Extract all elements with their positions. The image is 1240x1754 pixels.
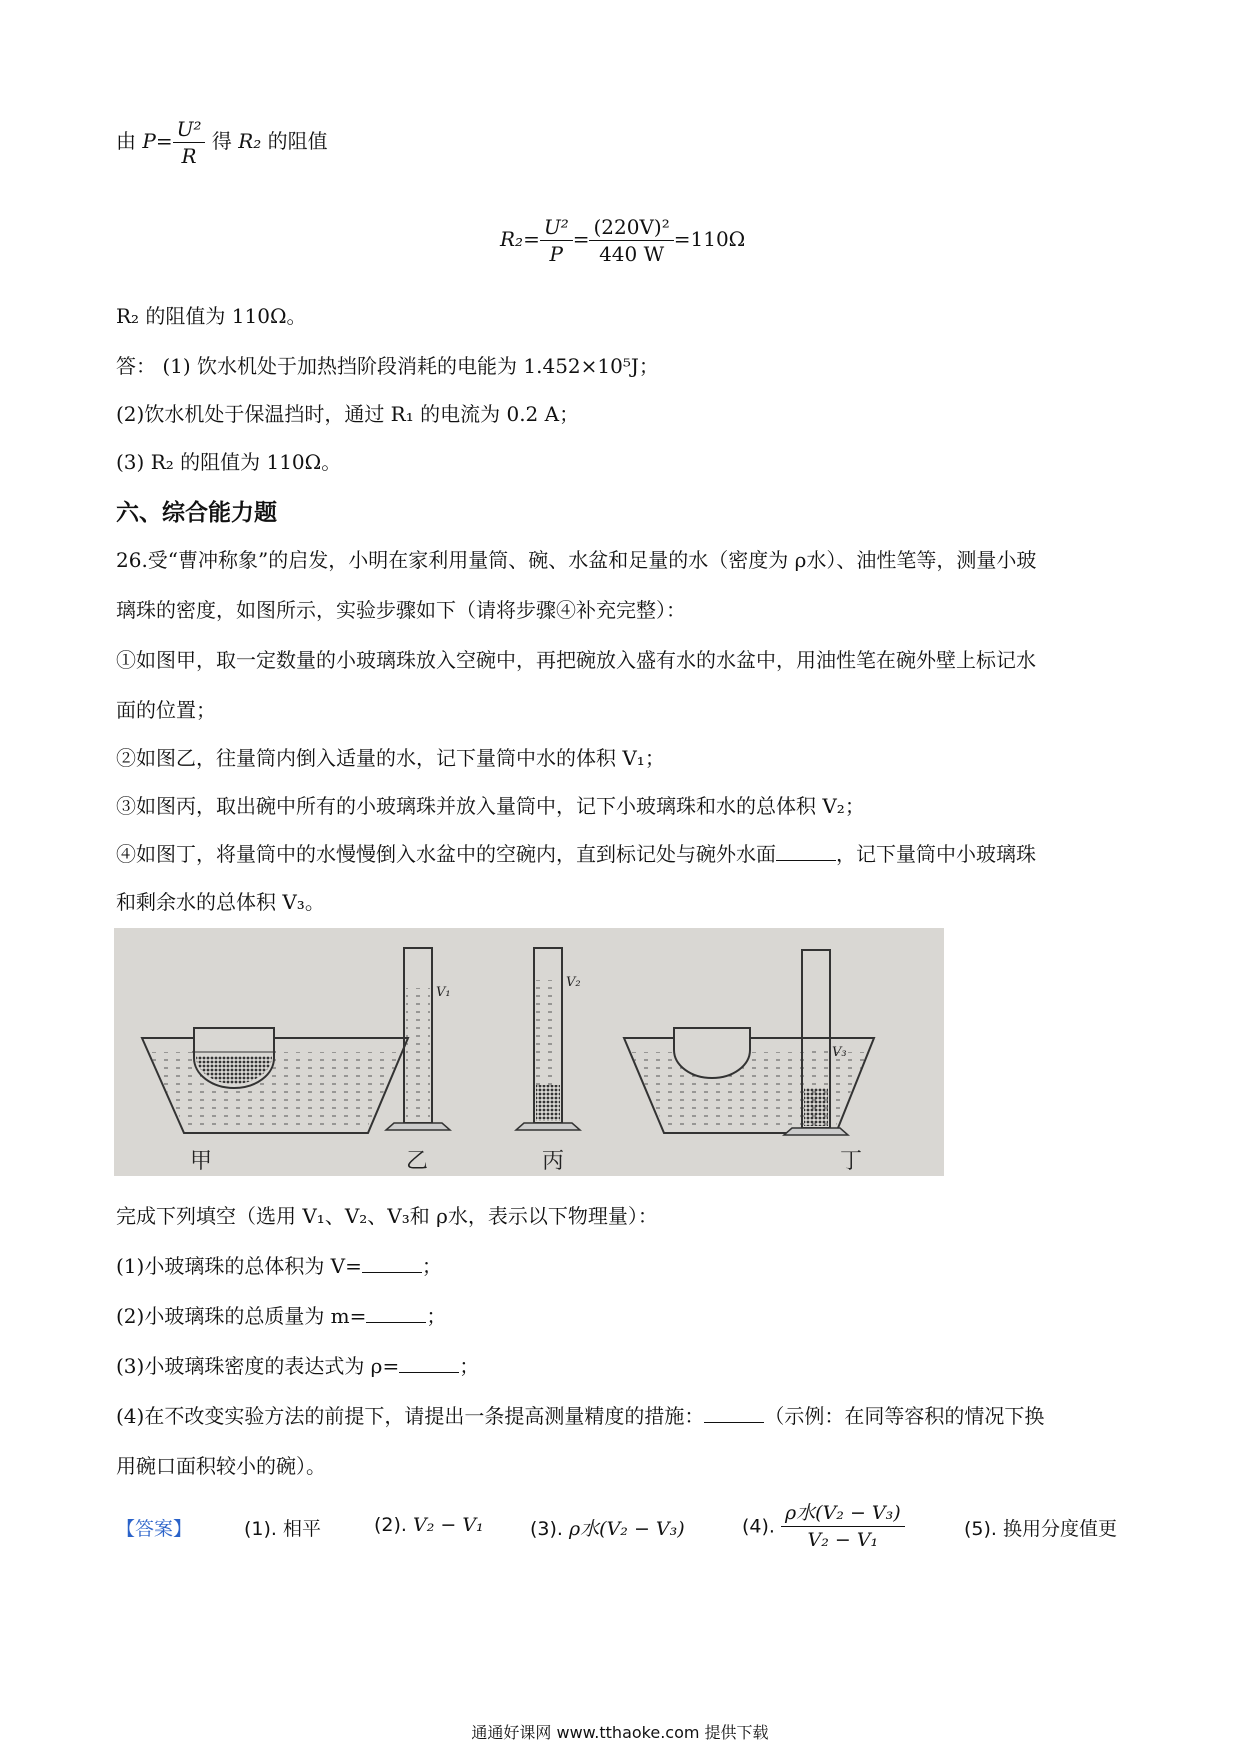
formula-r2	[500, 214, 745, 267]
answer-line-3: (3) R₂ 的阻值为 110Ω。	[116, 450, 342, 474]
text: (4).	[742, 1515, 775, 1538]
answer-line-1: 答： (1) 饮水机处于加热挡阶段消耗的电能为 1.452×10⁵J；	[116, 354, 659, 378]
denominator: V₂ − V₁	[807, 1529, 879, 1551]
fill-q4-line-b: 用碗口面积较小的碗）。	[116, 1454, 326, 1478]
result: =110Ω	[673, 227, 746, 251]
fraction-density	[781, 1500, 905, 1553]
numerator: ρ水(V₂ − V₃)	[781, 1500, 905, 1527]
text: （示例：在同等容积的情况下换	[764, 1404, 1045, 1428]
text: (2).	[374, 1514, 407, 1536]
denominator: R	[181, 144, 197, 168]
denominator: P	[549, 242, 564, 266]
answer-blank	[776, 840, 836, 861]
fill-q4-line-a	[116, 1402, 1044, 1430]
basin-ding	[624, 1028, 874, 1133]
answer-blank	[704, 1402, 764, 1423]
answer-2	[374, 1514, 484, 1536]
step-1-line-b: 面的位置；	[116, 698, 216, 722]
expression: ρ水(V₂ − V₃)	[569, 1518, 685, 1540]
experiment-illustration	[114, 928, 944, 1176]
text: ；	[459, 1354, 480, 1378]
text: ；	[426, 1304, 447, 1328]
fraction-u2-over-r	[173, 116, 206, 169]
text: (4)在不改变实验方法的前提下，请提出一条提高测量精度的措施：	[116, 1404, 705, 1428]
text: (3).	[530, 1518, 563, 1540]
figure-label-jia: 甲	[190, 1149, 213, 1174]
figure-label-bing: 丙	[542, 1149, 565, 1174]
fraction-u2-over-p	[540, 214, 573, 267]
answer-blank	[399, 1352, 459, 1373]
text: 得	[205, 129, 239, 153]
text: (1)小玻璃珠的总体积为 V=	[116, 1254, 362, 1278]
question-line-1: 26.受“曹冲称象”的启发，小明在家利用量筒、碗、水盆和足量的水（密度为 ρ水）、油性笔等，测量小玻	[116, 548, 1037, 572]
symbol-r2: R₂	[238, 129, 262, 153]
step-1-line-a: ①如图甲，取一定数量的小玻璃珠放入空碗中，再把碗放入盛有水的水盆中，用油性笔在碗外壁上标记水	[116, 648, 1036, 672]
figure-label-yi: 乙	[406, 1149, 429, 1174]
text: 的阻值	[261, 129, 328, 153]
answer-3	[530, 1514, 685, 1541]
step-3: ③如图丙，取出碗中所有的小玻璃珠并放入量筒中，记下小玻璃珠和水的总体积 V₂；	[116, 794, 865, 818]
fill-intro: 完成下列填空（选用 V₁、V₂、V₃和 ρ水，表示以下物理量）：	[116, 1204, 658, 1228]
fill-q2	[116, 1302, 446, 1330]
text: ，记下量筒中小玻璃珠	[836, 842, 1036, 866]
denominator: 440 W	[599, 242, 665, 266]
answer-5: (5). 换用分度值更	[964, 1518, 1117, 1540]
equals: =	[155, 129, 173, 153]
figure-label-ding: 丁	[840, 1149, 863, 1174]
numerator: U²	[173, 116, 206, 143]
page-footer: 通通好课网 www.tthaoke.com 提供下载	[471, 1723, 769, 1742]
text: ；	[421, 1254, 442, 1278]
r2-value-line: R₂ 的阻值为 110Ω。	[116, 304, 307, 328]
text: 由	[116, 129, 143, 153]
step-4-line-b: 和剩余水的总体积 V₃。	[116, 890, 325, 914]
step-2: ②如图乙，往量筒内倒入适量的水，记下量筒中水的体积 V₁；	[116, 746, 665, 770]
experiment-figure	[114, 928, 944, 1176]
symbol-p: P	[142, 129, 156, 153]
expression: V₂ − V₁	[413, 1514, 484, 1536]
answer-label: 【答案】	[116, 1518, 193, 1540]
text: (2)小玻璃珠的总质量为 m=	[116, 1304, 367, 1328]
formula-power	[116, 116, 328, 169]
answer-blank	[366, 1302, 426, 1323]
text: ④如图丁，将量筒中的水慢慢倒入水盆中的空碗内，直到标记处与碗外水面	[116, 842, 776, 866]
section-heading: 六、综合能力题	[116, 500, 277, 526]
fill-q1	[116, 1252, 442, 1280]
numerator: (220V)²	[589, 214, 673, 241]
step-4-line-a	[116, 840, 1036, 868]
numerator: U²	[540, 214, 573, 241]
answer-line-2: (2)饮水机处于保温挡时，通过 R₁ 的电流为 0.2 A；	[116, 402, 580, 426]
mark-v1: V₁	[436, 985, 451, 1000]
fill-q3	[116, 1352, 479, 1380]
mark-v3: V₃	[832, 1045, 847, 1060]
basin-jia	[142, 1028, 408, 1133]
fraction-voltage-over-power	[589, 214, 673, 267]
equals: =	[572, 227, 590, 251]
answer-1: (1). 相平	[244, 1518, 321, 1540]
answer-4	[742, 1500, 905, 1553]
answer-row	[116, 1500, 1156, 1580]
lhs: R₂=	[500, 227, 540, 251]
answer-blank	[362, 1252, 422, 1273]
mark-v2: V₂	[566, 975, 581, 990]
text: (3)小玻璃珠密度的表达式为 ρ=	[116, 1354, 400, 1378]
question-line-2: 璃珠的密度，如图所示，实验步骤如下（请将步骤④补充完整）：	[116, 598, 686, 622]
